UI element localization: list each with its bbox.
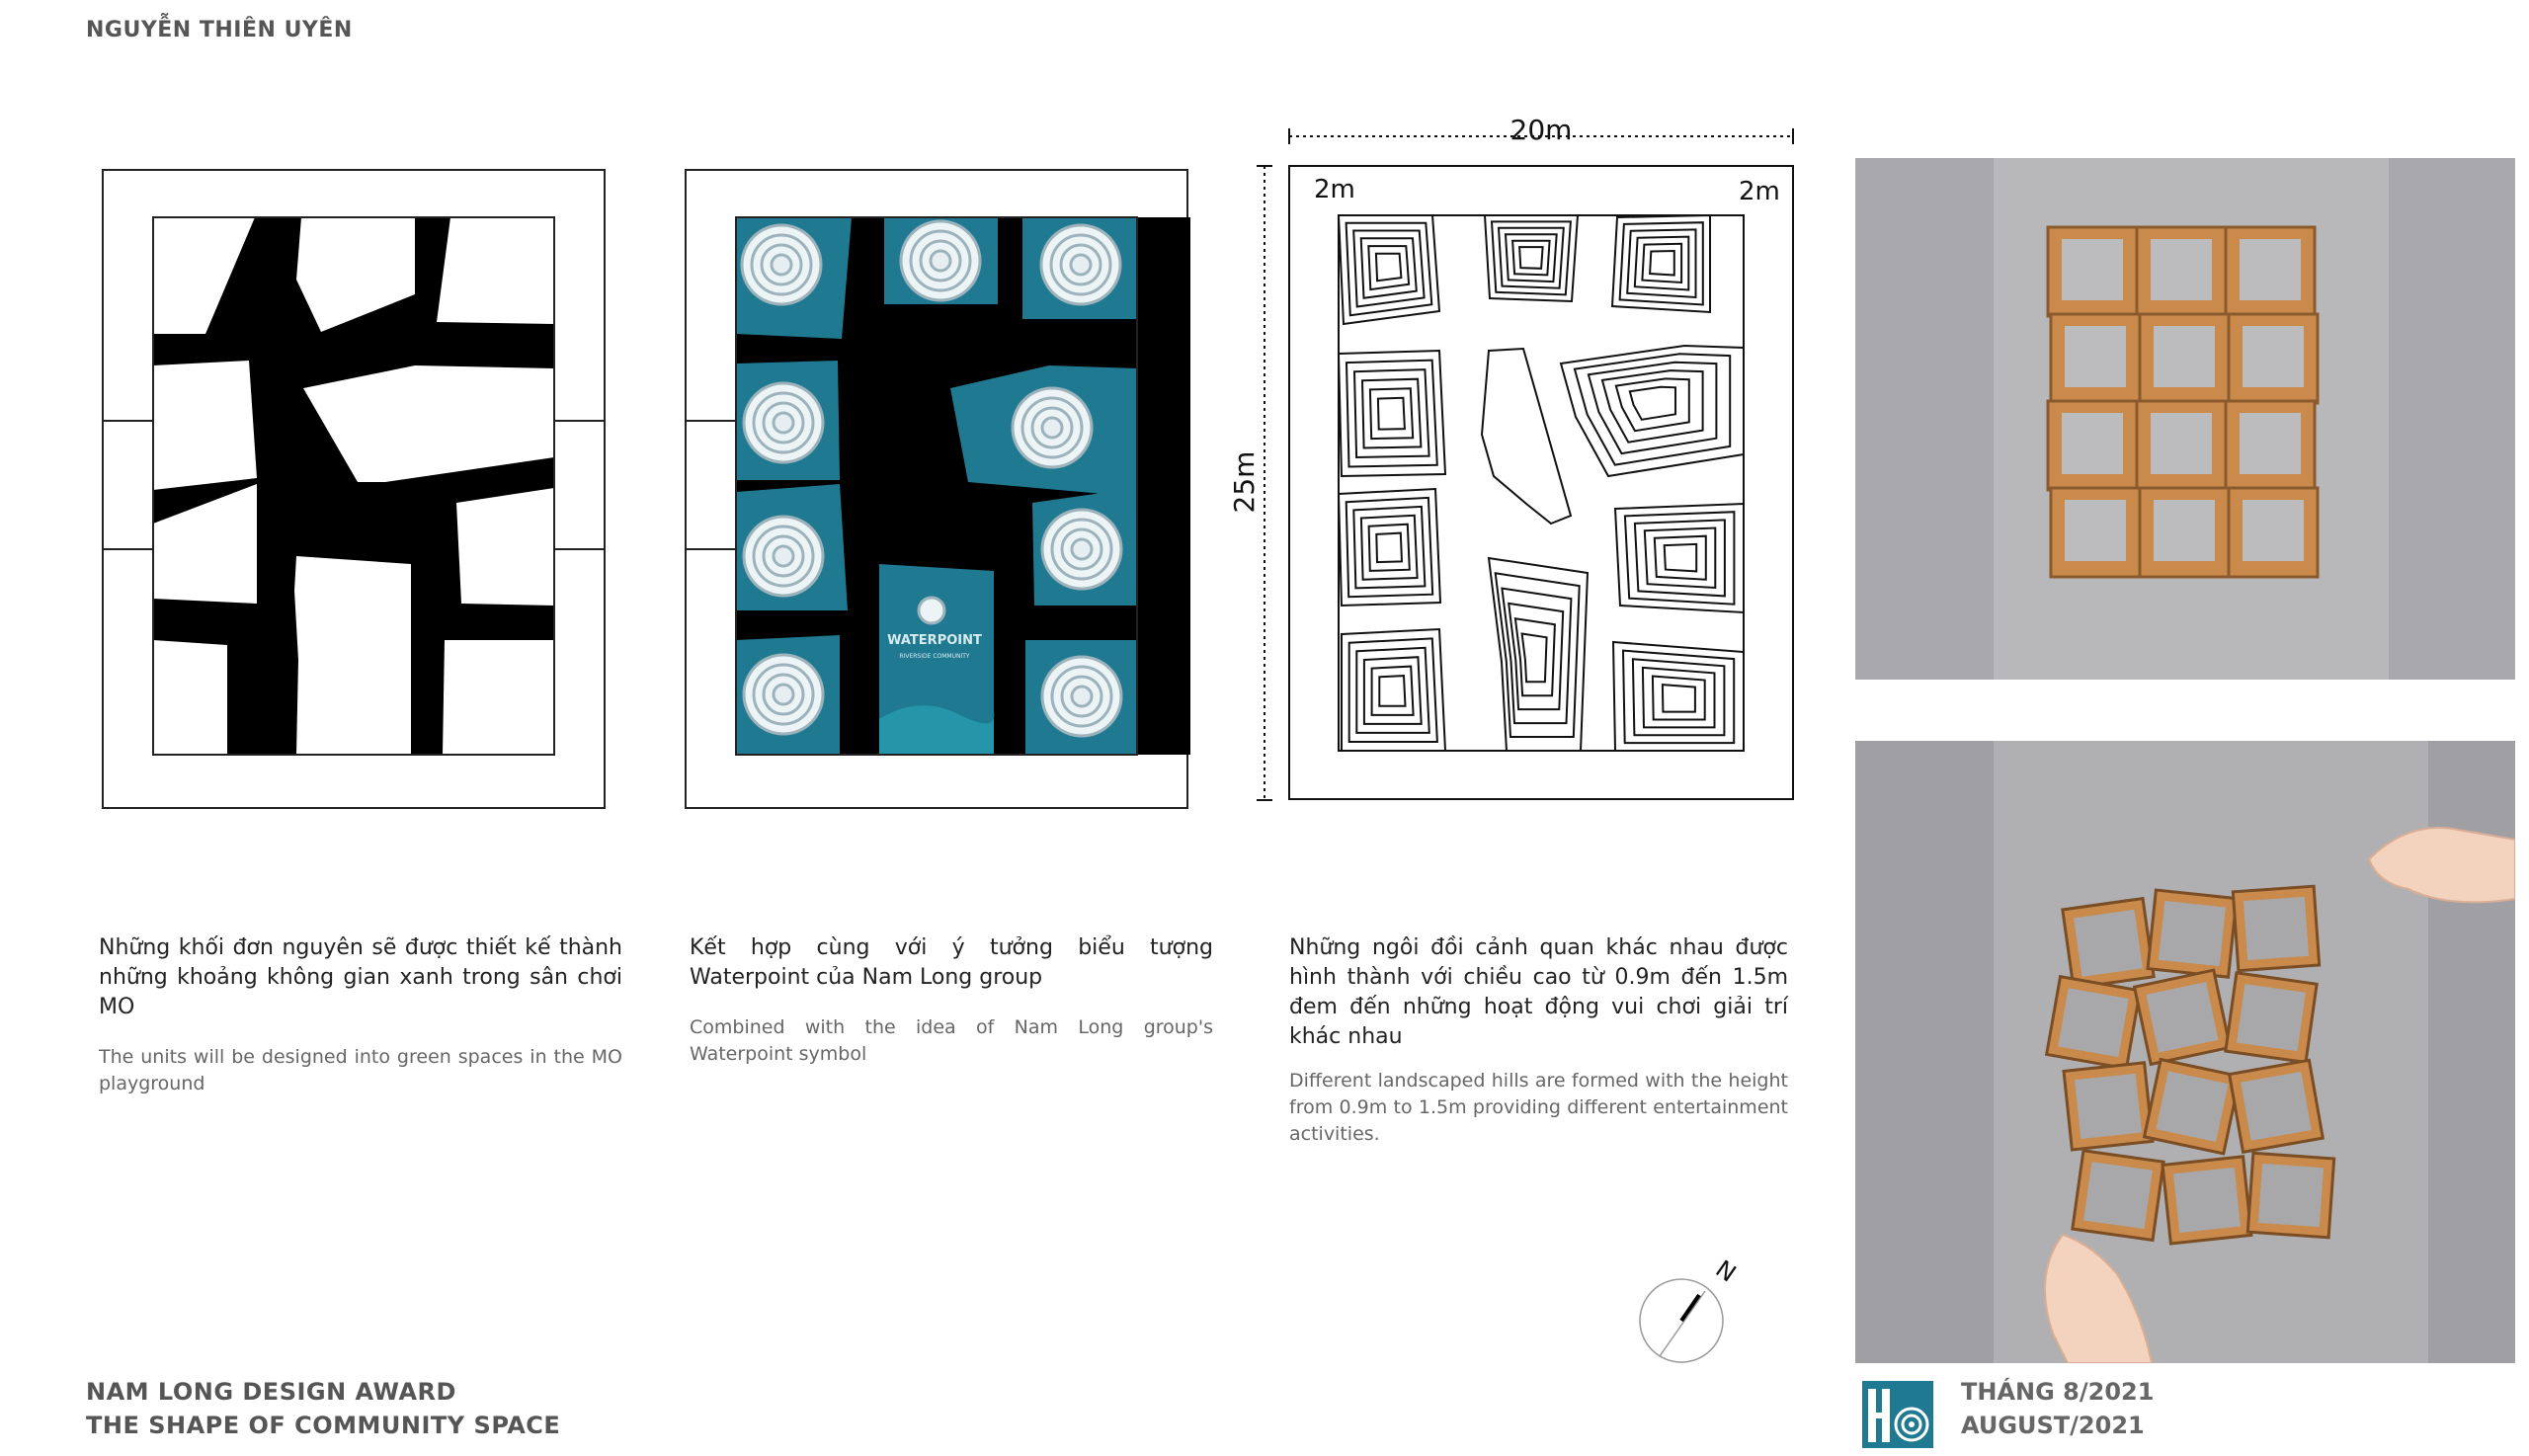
footer-subtitle: THE SHAPE OF COMMUNITY SPACE: [86, 1412, 561, 1439]
cardboard-cell: [2148, 890, 2237, 977]
cardboard-cell-hole: [2240, 413, 2301, 474]
cardboard-cell-hole: [2062, 413, 2123, 474]
diagram-contours: [1210, 109, 1808, 820]
cardboard-cell: [2063, 899, 2154, 989]
cardboard-cell: [2230, 1060, 2324, 1152]
footer-award: NAM LONG DESIGN AWARD: [86, 1378, 456, 1406]
cardboard-cell-hole: [2062, 239, 2123, 300]
photo-model-grid: [1855, 158, 2515, 680]
mo-logo-icon: [1862, 1381, 1933, 1448]
cardboard-cell-hole: [2154, 500, 2215, 561]
cardboard-cell-hole: [2240, 239, 2301, 300]
cardboard-cell: [2135, 970, 2231, 1064]
cardboard-cell-hole: [2154, 326, 2215, 387]
author-name: NGUYỄN THIÊN UYÊN: [86, 18, 353, 42]
caption-1-en: The units will be designed into green spaces in the MO playground: [99, 1046, 622, 1094]
height-dimension: 25m: [1228, 450, 1261, 514]
cardboard-cell-hole: [2243, 500, 2304, 561]
caption-2: [690, 933, 1213, 1068]
caption-1-vi: Những khối đơn nguyên sẽ được thiết kế thành những khoảng không gian xanh trong sân chơi MO: [99, 935, 622, 1019]
caption-3-en: Different landscaped hills are formed with the height from 0.9m to 1.5m providing different entertainment activities.: [1289, 1070, 1788, 1145]
cardboard-cell: [2233, 886, 2319, 971]
hand-right-icon: [2369, 828, 2515, 902]
date-en: AUGUST/2021: [1961, 1412, 2145, 1439]
date-vi: THÁNG 8/2021: [1961, 1378, 2155, 1406]
cardboard-cell: [2073, 1151, 2163, 1241]
cardboard-cell: [2247, 1153, 2333, 1238]
waterpoint-brand: WATERPOINT: [887, 633, 982, 648]
caption-3-vi: Những ngôi đồi cảnh quan khác nhau được hình thành với chiều cao từ 0.9m đến 1.5m đem đến những hoạt động vui chơi giải trí khác nhau: [1289, 935, 1788, 1049]
cardboard-cell: [2162, 1157, 2251, 1244]
cardboard-cell: [2047, 977, 2141, 1069]
cardboard-cell-hole: [2065, 500, 2126, 561]
photo-model-hands: [1855, 741, 2515, 1363]
right-margin-dimension: 2m: [1739, 177, 1780, 206]
caption-1: [99, 933, 622, 1097]
caption-2-vi: Kết hợp cùng với ý tưởng biểu tượng Waterpoint của Nam Long group: [690, 935, 1213, 990]
date-block: [1961, 1375, 2154, 1442]
waterpoint-tagline: RIVERSIDE COMMUNITY: [899, 653, 970, 660]
north-label: N: [1710, 1254, 1742, 1288]
cardboard-cell-hole: [2065, 326, 2126, 387]
cardboard-cell: [2064, 1063, 2153, 1150]
diagram-waterpoint: [682, 166, 1191, 814]
north-arrow-icon: [1630, 1250, 1749, 1368]
caption-3: [1289, 933, 1788, 1148]
diagram-units-bw: [99, 166, 609, 814]
cardboard-cell-hole: [2151, 239, 2212, 300]
footer-title: [86, 1375, 560, 1442]
cardboard-cell: [2226, 973, 2317, 1063]
cardboard-cell-hole: [2243, 326, 2304, 387]
width-dimension: 20m: [1509, 113, 1573, 146]
hand-left-icon: [2045, 1235, 2152, 1363]
cardboard-cell: [2145, 1060, 2241, 1154]
cardboard-cell-hole: [2151, 413, 2212, 474]
caption-2-en: Combined with the idea of Nam Long group's Waterpoint symbol: [690, 1016, 1213, 1065]
left-margin-dimension: 2m: [1314, 175, 1355, 204]
